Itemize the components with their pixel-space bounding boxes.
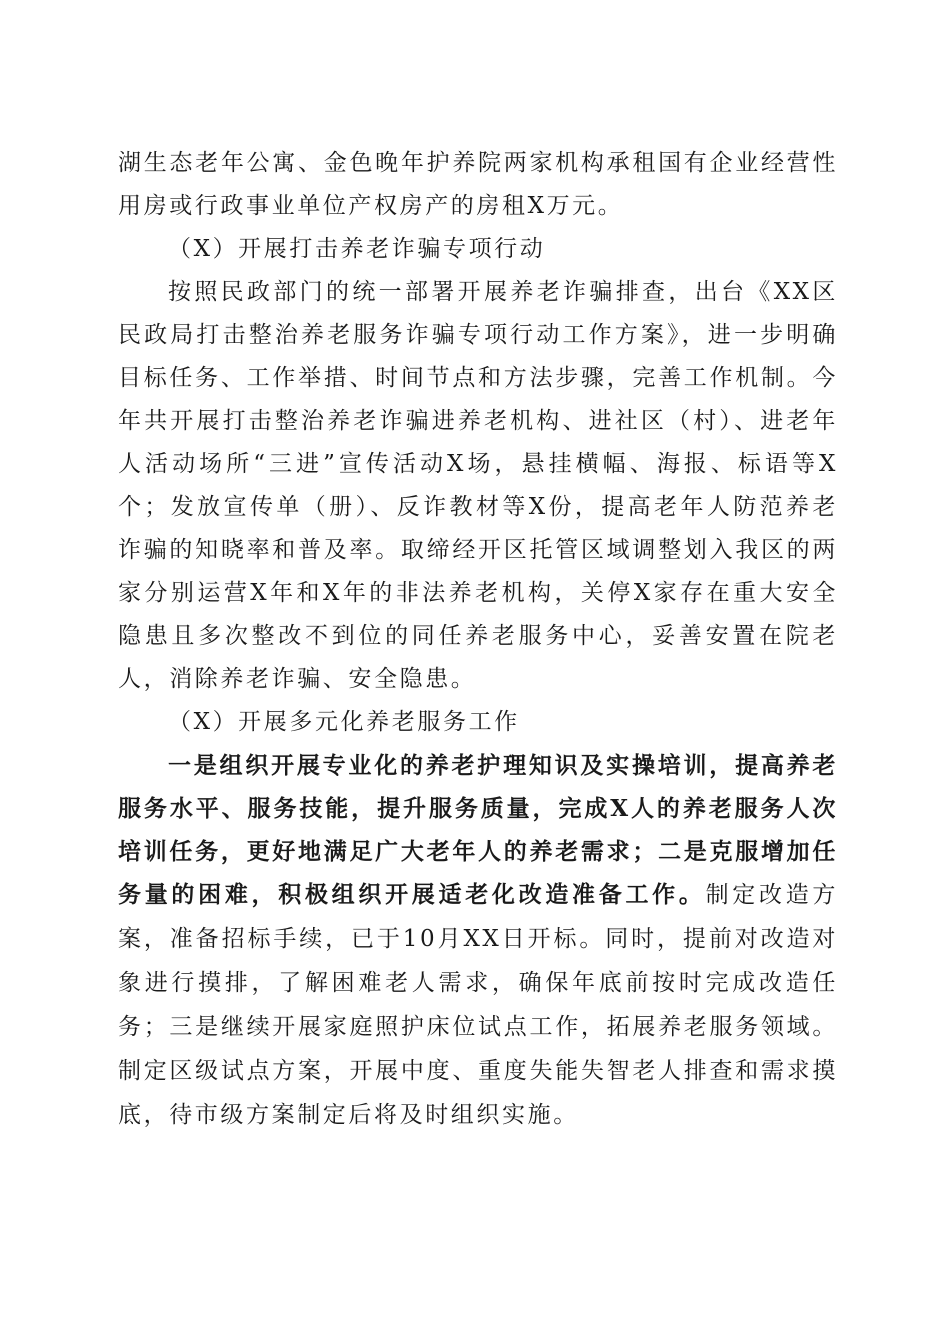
paragraph-diversified-services [118, 744, 838, 1137]
paragraph-rent-subsidy: 湖生态老年公寓、金色晚年护养院两家机构承租国有企业经营性用房或行政事业单位产权房产的房租X万元。 [118, 150, 838, 219]
paragraph-renovation-text: 制定改造方案，准备招标手续，已于10月XX日开标。同时，提前对改造对象进行摸排，了解困难老人需求，确保年底前按时完成改造任务；三是继续开展家庭照护床位试点工作，拓展养老服务领域。制定区级试点方案，开展中度、重度失能失智老人排查和需求摸底，待市级方案制定后将及时组织实施。 [118, 882, 839, 1128]
paragraph-anti-fraud: 按照民政部门的统一部署开展养老诈骗排查，出台《XX区民政局打击整治养老服务诈骗专项行动工作方案》，进一步明确目标任务、工作举措、时间节点和方法步骤，完善工作机制。今年共开展打击整治养老诈骗进养老机构、进社区（村）、进老年人活动场所“三进”宣传活动X场，悬挂横幅、海报、标语等X个；发放宣传单（册）、反诈教材等X份，提高老年人防范养老诈骗的知晓率和普及率。取缔经开区托管区域调整划入我区的两家分别运营X年和X年的非法养老机构，关停X家存在重大安全隐患且多次整改不到位的同任养老服务中心，妥善安置在院老人，消除养老诈骗、安全隐患。 [118, 279, 838, 692]
paragraph-training-text: 一是组织开展专业化的养老护理知识及实操培训，提高养老服务水平、服务技能，提升服务质量，完成X人的养老服务人次培训任务，更好地满足广大老年人的养老需求；二是克服增加任务量的困难，积极组织开展适老化改造准备工作。 [118, 752, 838, 908]
document-body [118, 142, 838, 1137]
section-heading-diversified-services: （X）开展多元化养老服务工作 [168, 709, 520, 735]
section-heading-anti-fraud: （X）开展打击养老诈骗专项行动 [168, 236, 546, 262]
